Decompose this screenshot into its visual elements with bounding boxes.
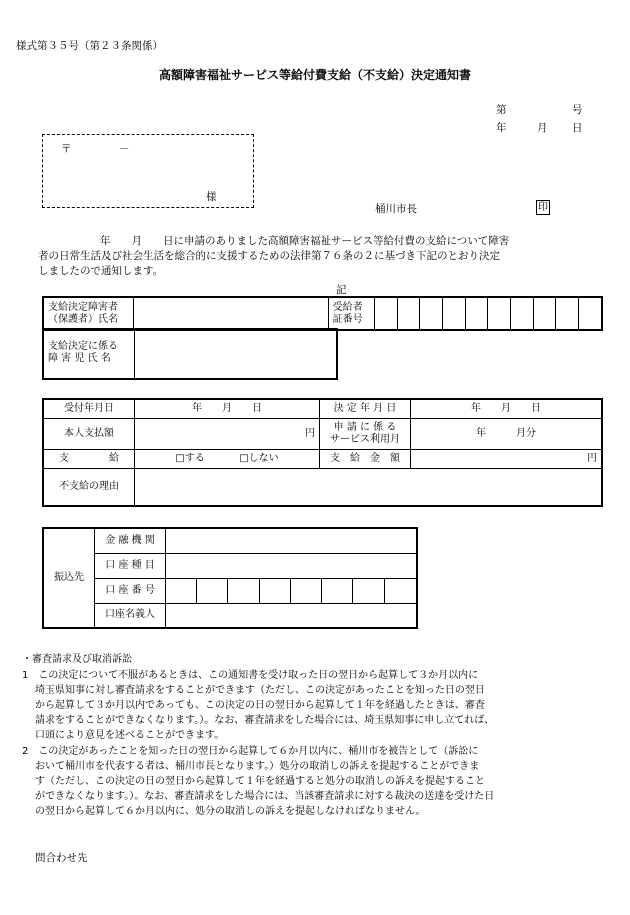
account-type-field[interactable]	[166, 553, 418, 578]
intro-line-1: 年 月 日に申請のありました高額障害福祉サービス等給付費の支給について障害	[100, 235, 510, 247]
cert-digit[interactable]	[533, 297, 556, 330]
received-label: 受付年月日	[43, 399, 135, 418]
account-digit[interactable]	[166, 578, 197, 603]
recipient-name-field[interactable]	[133, 297, 328, 330]
date-month: 月	[537, 122, 548, 134]
notice-line: 口頭により意見を述べることができます。	[35, 730, 225, 741]
account-digit[interactable]	[353, 578, 384, 603]
notice-line: から起算して３か月以内であっても、この決定の日の翌日から起算して１年を経過したときは、審査	[35, 700, 485, 711]
intro-line-2: 者の日常生活及び社会生活を総合的に支援するための法律第７６条の２に基づき下記のとおり決定	[38, 250, 500, 262]
document-title: 高額障害福祉サービス等給付費支給（不支給）決定通知書	[158, 68, 471, 82]
cert-digit[interactable]	[420, 297, 443, 330]
recipient-label-1: 支給決定障害者	[48, 301, 118, 313]
cert-label-2: 証番号	[332, 313, 363, 325]
notice-line: ができなくなります。）。なお、審査請求をした場合には、当該審査請求に対する裁決の送達を受けた日	[35, 791, 495, 802]
cert-digit[interactable]	[374, 297, 397, 330]
cert-digit[interactable]	[556, 297, 579, 330]
amount-field[interactable]: 円	[411, 449, 603, 468]
cert-digit[interactable]	[443, 297, 466, 330]
cert-digit[interactable]	[579, 297, 602, 330]
bank-field[interactable]	[166, 528, 418, 553]
postal-mark: 〒	[61, 143, 72, 155]
recipient-table	[42, 296, 603, 331]
self-pay-label: 本人支払額	[43, 418, 135, 449]
form-number: 様式第３５号（第２３条関係）	[16, 40, 163, 52]
service-label-1: 申 請 に 係 る	[333, 421, 397, 433]
intro-line-3: しましたので通知します。	[38, 265, 164, 277]
service-month-field[interactable]: 年 月分	[411, 418, 603, 449]
service-label-2: サービス利用月	[330, 433, 400, 445]
notice-line: の翌日から起算して６か月以内に、処分の取消しの訴えを提起しなければなりません。	[35, 806, 426, 817]
child-table	[42, 328, 338, 380]
transfer-group-label: 振込先	[43, 528, 95, 628]
account-digit[interactable]	[384, 578, 417, 603]
cert-digit[interactable]	[511, 297, 534, 330]
account-digit[interactable]	[290, 578, 321, 603]
notice-heading: ・審査請求及び取消訴訟	[22, 654, 132, 665]
account-holder-label: 口座名義人	[95, 603, 166, 628]
notice-line: す（ただし、この決定の日の翌日から起算して１年を経過すると処分の取消しの訴えを提起すること	[35, 776, 485, 787]
account-digit[interactable]	[228, 578, 259, 603]
reason-field[interactable]	[135, 468, 603, 506]
payment-label: 支 給	[43, 449, 135, 468]
date-year: 年	[496, 122, 507, 134]
child-label-2: 障 害 児 氏 名	[48, 353, 111, 365]
pay-yes-checkbox[interactable]: □する	[175, 452, 205, 464]
reason-label: 不支給の理由	[43, 468, 135, 506]
recipient-label-2: （保護者）氏名	[48, 313, 118, 325]
cert-digit[interactable]	[397, 297, 420, 330]
notice-line: 2 この決定があったことを知った日の翌日から起算して６か月以内に、桶川市を被告として（訴訟に	[22, 746, 479, 757]
doc-number-suffix: 号	[572, 104, 583, 116]
payment-choice-cell	[135, 449, 320, 468]
amount-label: 支 給 金 額	[320, 449, 411, 468]
child-label-cell	[43, 329, 135, 379]
child-label-1: 支給決定に係る	[48, 341, 118, 353]
transfer-table	[42, 527, 418, 629]
address-box	[42, 134, 254, 208]
notice-line: 請求をすることができなくなります。）。なお、審査請求をした場合には、埼玉県知事に申し立てれば、	[35, 715, 495, 726]
child-name-field[interactable]	[135, 329, 338, 379]
received-date-field[interactable]: 年 月 日	[135, 399, 320, 418]
cert-label-1: 受給者	[332, 301, 363, 313]
honorific: 様	[206, 191, 217, 203]
service-label-cell	[320, 418, 411, 449]
account-digit[interactable]	[259, 578, 290, 603]
cert-digit[interactable]	[465, 297, 488, 330]
doc-number-prefix: 第	[496, 104, 507, 116]
ki-mark: 記	[336, 284, 347, 296]
account-type-label: 口 座 種 目	[95, 553, 166, 578]
account-digit[interactable]	[197, 578, 228, 603]
issuer-name: 桶川市長	[375, 203, 417, 215]
cert-label-cell	[328, 297, 374, 330]
cert-digit[interactable]	[488, 297, 511, 330]
notice-line: 1 この決定について不服があるときは、この通知書を受け取った日の翌日から起算して３か月以内に	[22, 670, 479, 681]
decision-table	[42, 398, 603, 507]
pay-no-checkbox[interactable]: □しない	[239, 452, 279, 464]
seal-mark: 印	[538, 202, 548, 213]
decision-label: 決 定 年 月 日	[320, 399, 411, 418]
account-digit[interactable]	[322, 578, 353, 603]
decision-date-field[interactable]: 年 月 日	[411, 399, 603, 418]
recipient-label-cell	[43, 297, 133, 330]
account-no-label: 口 座 番 号	[95, 578, 166, 603]
date-day: 日	[572, 122, 583, 134]
self-pay-field[interactable]: 円	[135, 418, 320, 449]
postal-dash: －	[119, 143, 130, 155]
bank-label: 金 融 機 関	[95, 528, 166, 553]
notice-line: 埼玉県知事に対し審査請求をすることができます（ただし、この決定があったことを知った日の翌日	[35, 685, 485, 696]
notice-line: おいて桶川市を代表する者は、桶川市長となります。）処分の取消しの訴えを提起することができま	[35, 761, 480, 772]
contact-label: 問合わせ先	[35, 852, 88, 864]
account-holder-field[interactable]	[166, 603, 418, 628]
